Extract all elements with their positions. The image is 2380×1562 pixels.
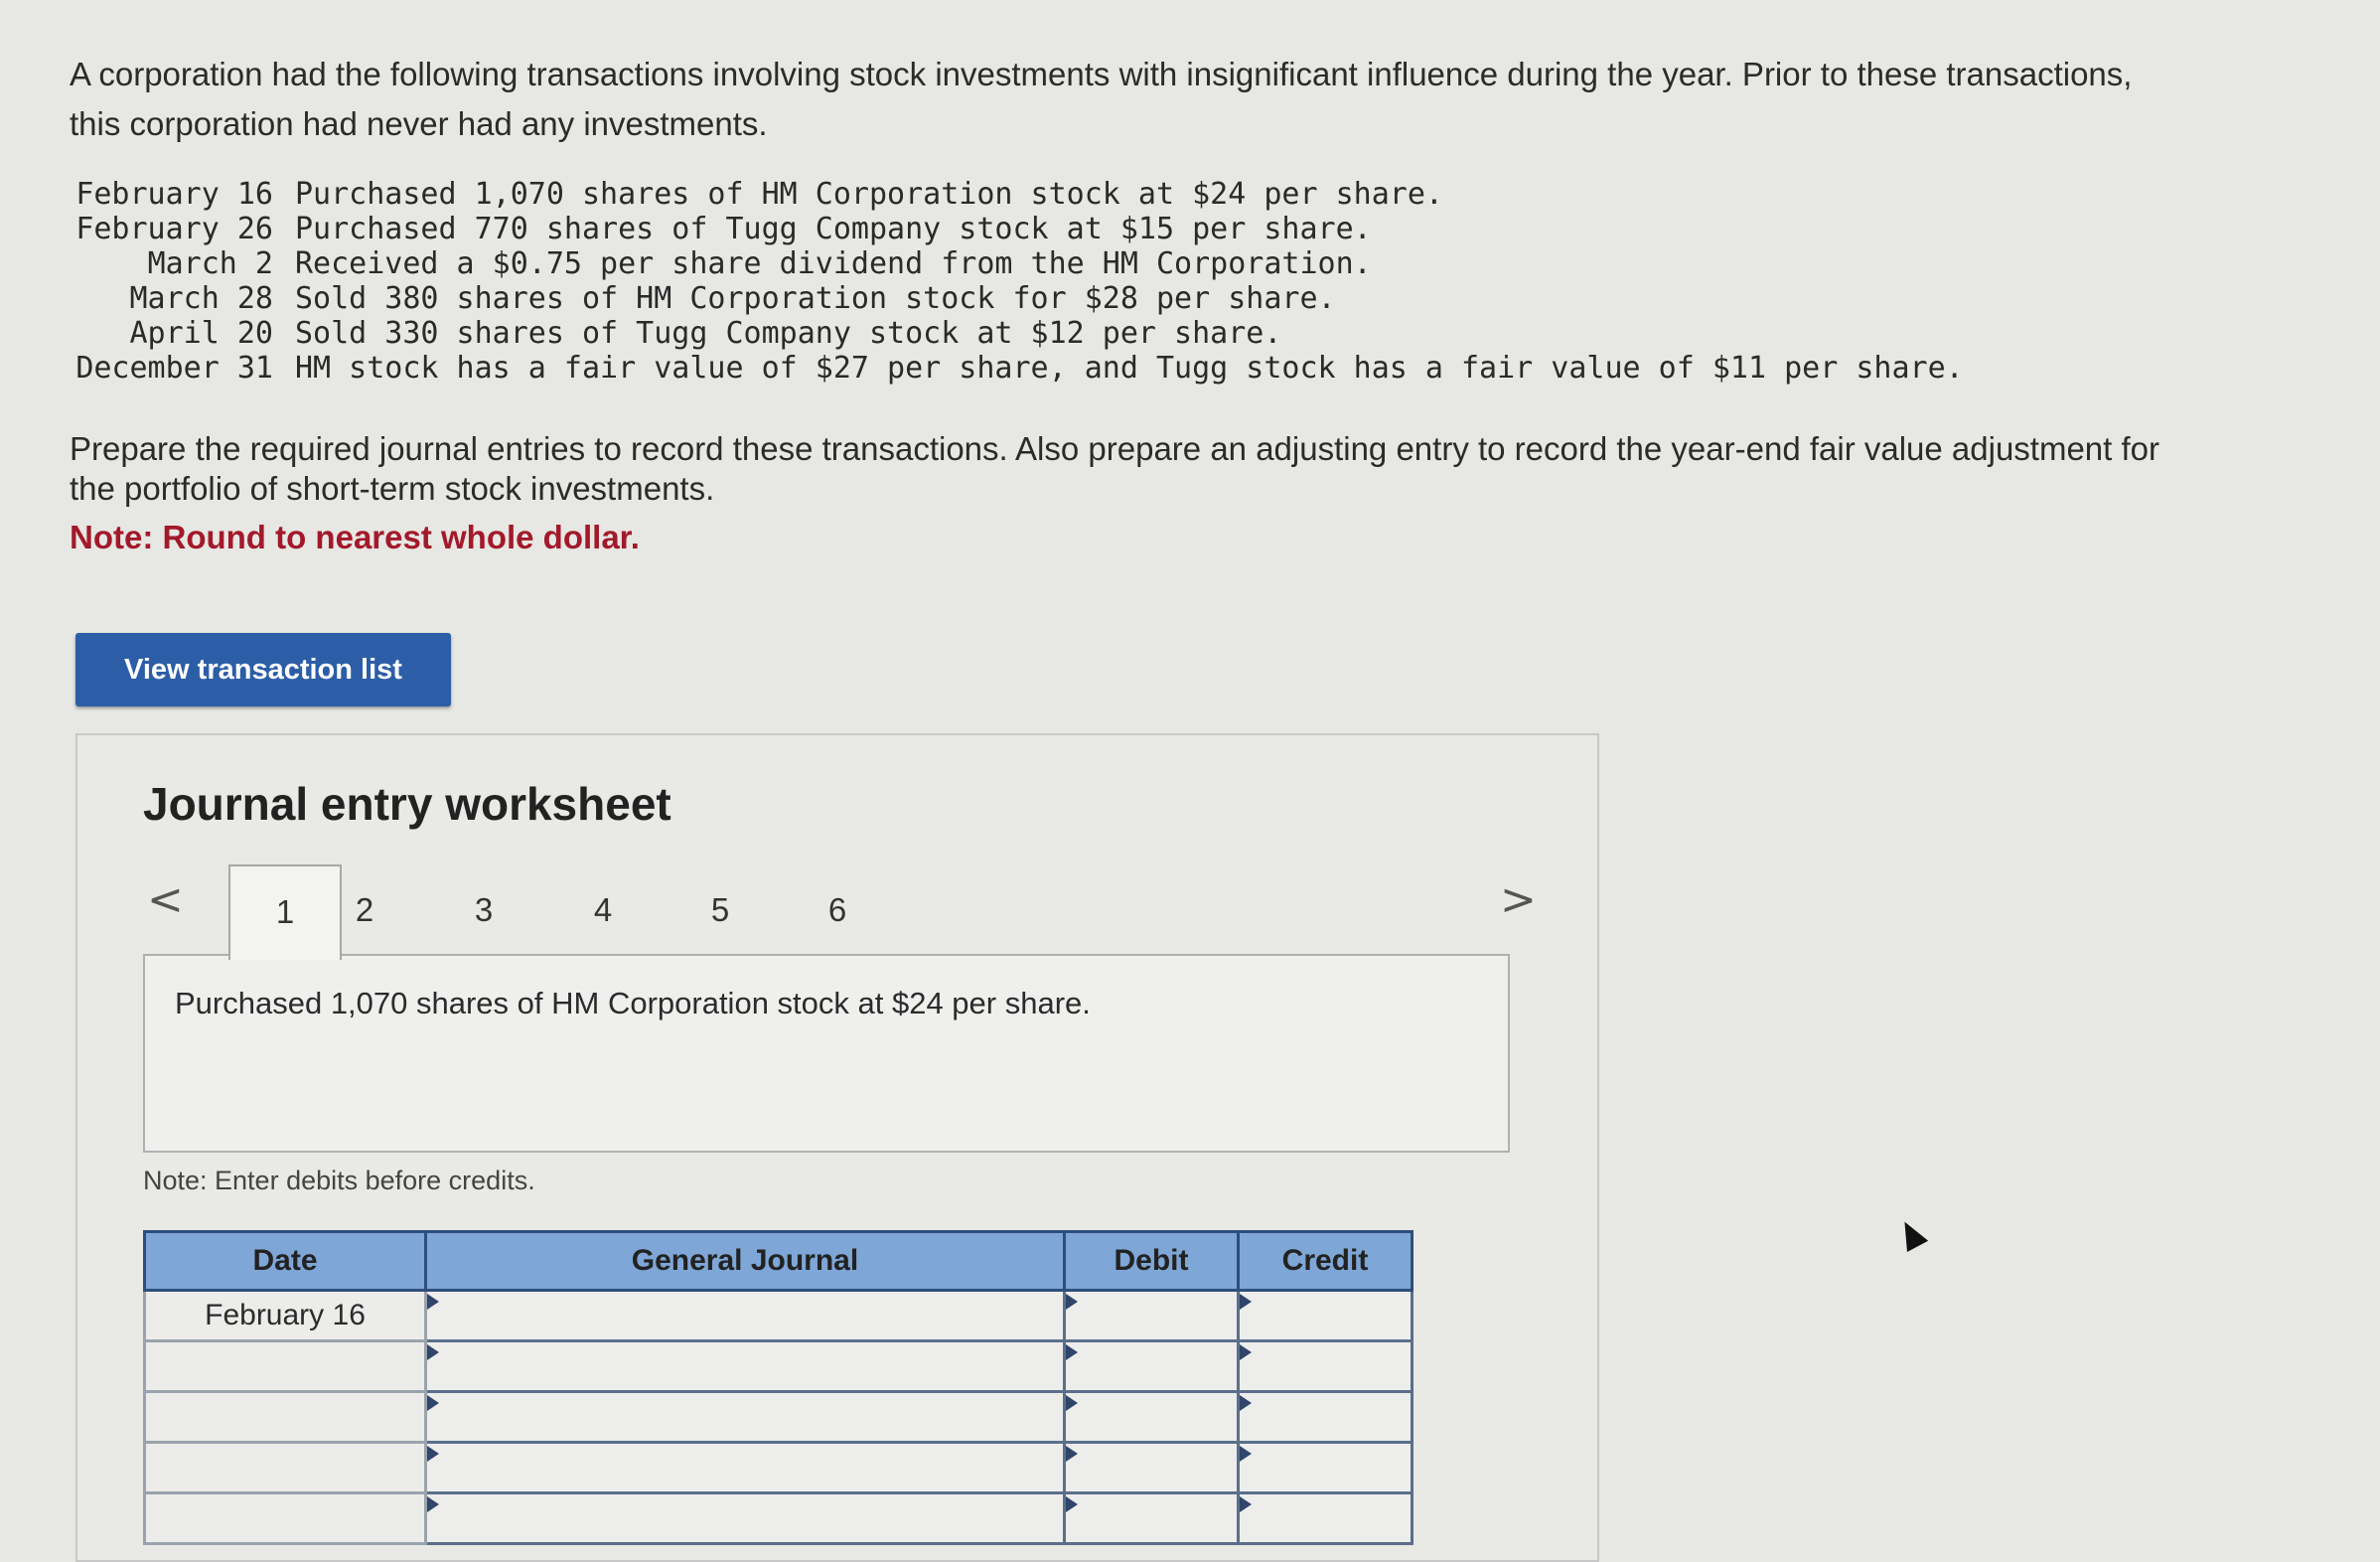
mouse-pointer-icon	[1894, 1216, 1928, 1252]
transaction-text: Purchased 770 shares of Tugg Company stock at $15 per share.	[295, 212, 1372, 246]
account-select[interactable]	[426, 1443, 1065, 1493]
table-row	[145, 1341, 1413, 1392]
transaction-date: March 28	[129, 281, 273, 316]
transaction-description: Purchased 1,070 shares of HM Corporation stock at $24 per share.	[175, 986, 1091, 1020]
transaction-date: February 26	[75, 212, 273, 246]
table-row	[145, 1392, 1413, 1443]
journal-table	[143, 1230, 1413, 1545]
transaction-row	[70, 316, 1964, 351]
credit-input[interactable]	[1239, 1291, 1413, 1341]
debit-input[interactable]	[1065, 1392, 1239, 1443]
date-cell[interactable]	[145, 1341, 426, 1392]
account-select[interactable]	[426, 1341, 1065, 1392]
table-row	[145, 1291, 1413, 1341]
transaction-text: Received a $0.75 per share dividend from the HM Corporation.	[295, 246, 1372, 281]
credit-input[interactable]	[1239, 1493, 1413, 1544]
transaction-row	[70, 177, 1964, 212]
transaction-text: HM stock has a fair value of $27 per share, and Tugg stock has a fair value of $11 per share.	[295, 351, 1964, 386]
tab-4[interactable]: 4	[593, 891, 613, 928]
transaction-list	[70, 177, 1964, 386]
tab-2[interactable]: 2	[355, 891, 374, 928]
date-cell[interactable]: February 16	[145, 1291, 426, 1341]
debits-note: Note: Enter debits before credits.	[143, 1166, 535, 1195]
transaction-date: December 31	[75, 351, 273, 386]
transaction-text: Sold 330 shares of Tugg Company stock at $12 per share.	[295, 316, 1282, 351]
column-header-credit: Credit	[1239, 1232, 1413, 1291]
chevron-left-icon[interactable]: <	[147, 874, 184, 925]
transaction-row	[70, 212, 1964, 246]
tab-3[interactable]: 3	[474, 891, 494, 928]
debit-input[interactable]	[1065, 1493, 1239, 1544]
transaction-row	[70, 281, 1964, 316]
credit-input[interactable]	[1239, 1341, 1413, 1392]
credit-input[interactable]	[1239, 1443, 1413, 1493]
table-row	[145, 1443, 1413, 1493]
debit-input[interactable]	[1065, 1291, 1239, 1341]
transaction-date: February 16	[75, 177, 273, 212]
date-cell[interactable]	[145, 1392, 426, 1443]
problem-intro: A corporation had the following transactions involving stock investments with insignificant influence during the year. Prior to these transactions, this corporation had never had any investments.	[70, 56, 2133, 142]
transaction-text: Sold 380 shares of HM Corporation stock for $28 per share.	[295, 281, 1336, 316]
transaction-row	[70, 351, 1964, 386]
table-row	[145, 1493, 1413, 1544]
rounding-note: Note: Round to nearest whole dollar.	[70, 519, 640, 555]
account-select[interactable]	[426, 1493, 1065, 1544]
tab-1[interactable]: 1	[228, 864, 342, 960]
transaction-row	[70, 246, 1964, 281]
tab-6[interactable]: 6	[827, 891, 847, 928]
account-select[interactable]	[426, 1291, 1065, 1341]
credit-input[interactable]	[1239, 1392, 1413, 1443]
transaction-date: April 20	[129, 316, 273, 351]
chevron-right-icon[interactable]: >	[1500, 874, 1537, 925]
date-cell[interactable]	[145, 1443, 426, 1493]
column-header-date: Date	[145, 1232, 426, 1291]
transaction-text: Purchased 1,070 shares of HM Corporation stock at $24 per share.	[295, 177, 1443, 212]
column-header-debit: Debit	[1065, 1232, 1239, 1291]
account-select[interactable]	[426, 1392, 1065, 1443]
transaction-description-box	[143, 954, 1510, 1153]
debit-input[interactable]	[1065, 1341, 1239, 1392]
debit-input[interactable]	[1065, 1443, 1239, 1493]
instructions: Prepare the required journal entries to record these transactions. Also prepare an adjusting entry to record the year-end fair value adjustment for the portfolio of short-term stock investments.	[70, 430, 2160, 507]
date-cell[interactable]	[145, 1493, 426, 1544]
tab-5[interactable]: 5	[710, 891, 730, 928]
column-header-general-journal: General Journal	[426, 1232, 1065, 1291]
journal-entry-worksheet	[75, 733, 1599, 1562]
worksheet-title: Journal entry worksheet	[143, 778, 671, 830]
transaction-date: March 2	[147, 246, 273, 281]
view-transaction-list-button[interactable]: View transaction list	[75, 633, 451, 706]
